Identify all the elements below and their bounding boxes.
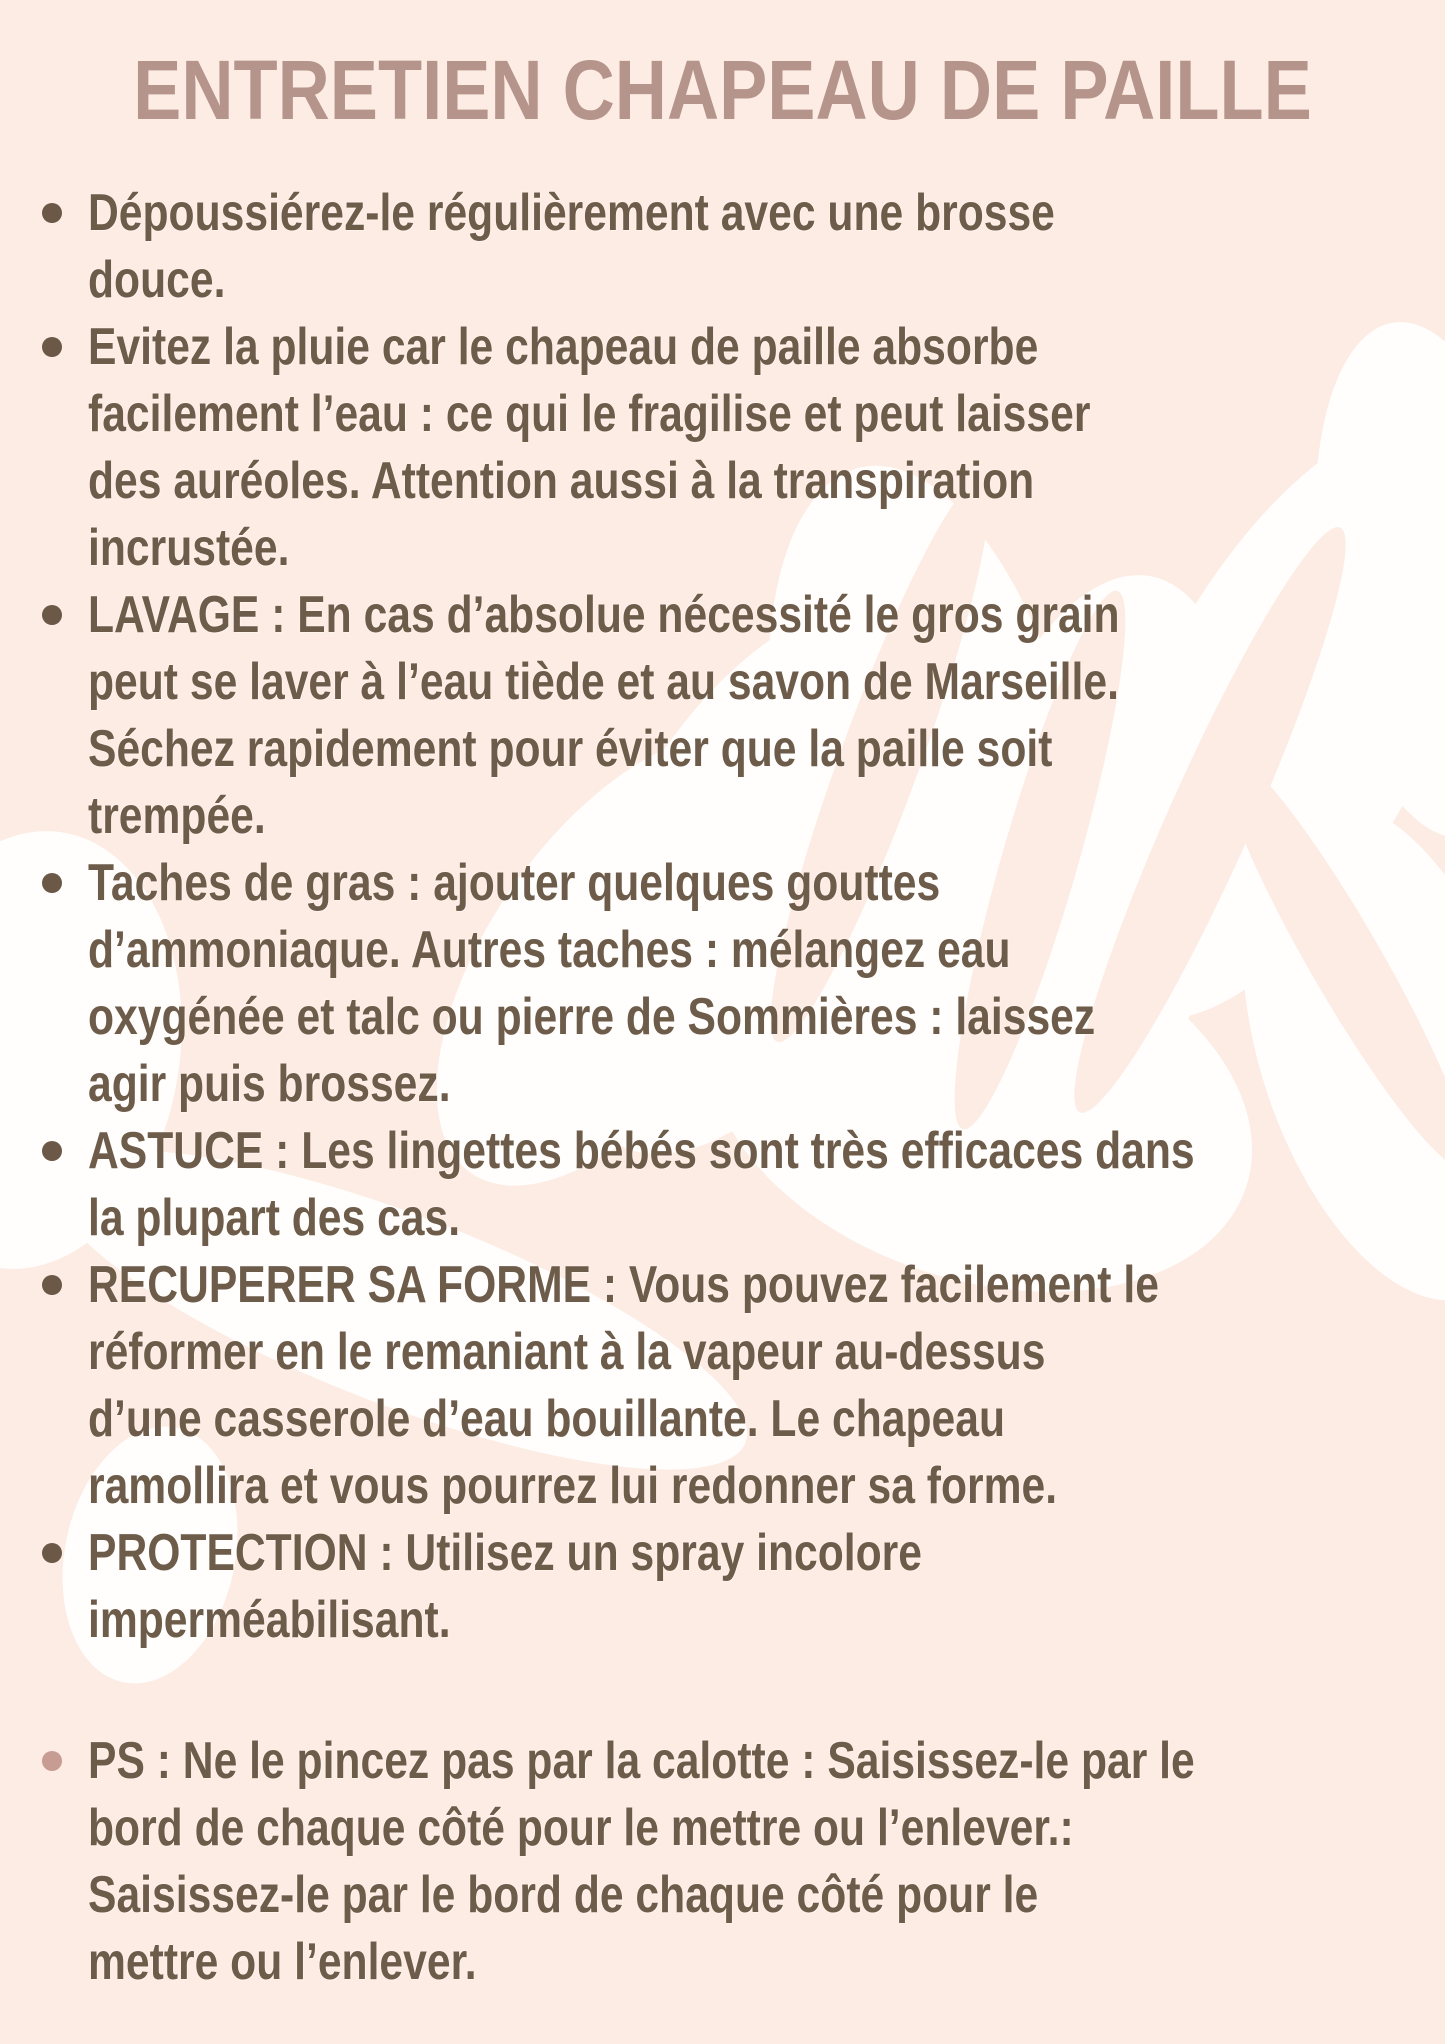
list-item [88, 850, 1435, 1118]
text-line: Saisissez-le par le bord de chaque côté pour le [88, 1866, 1039, 1924]
text-line: Evitez la pluie car le chapeau de paille absorbe [88, 318, 1039, 376]
text-line: oxygénée et talc ou pierre de Sommières : laissez [88, 988, 1096, 1046]
text-line: douce. [88, 251, 226, 309]
text-line: agir puis brossez. [88, 1055, 451, 1113]
text-line: ASTUCE : Les lingettes bébés sont très efficaces dans [88, 1122, 1195, 1180]
text-line: des auréoles. Attention aussi à la transpiration [88, 452, 1035, 510]
text-line: LAVAGE : En cas d’absolue nécessité le gros grain [88, 586, 1120, 644]
text-line: PROTECTION : Utilisez un spray incolore [88, 1524, 922, 1582]
text-line: peut se laver à l’eau tiède et au savon de Marseille. [88, 653, 1119, 711]
text-line: mettre ou l’enlever. [88, 1933, 477, 1991]
list-item [88, 1520, 1435, 1654]
text-line: d’une casserole d’eau bouillante. Le chapeau [88, 1390, 1006, 1448]
care-instructions-list [0, 180, 1445, 1996]
list-item [88, 1252, 1435, 1520]
list-item [88, 180, 1435, 314]
list-item [88, 314, 1435, 582]
text-line: bord de chaque côté pour le mettre ou l’enlever.: [88, 1799, 1074, 1857]
text-line: imperméabilisant. [88, 1591, 451, 1649]
text-line: la plupart des cas. [88, 1189, 461, 1247]
list-item-ps-note [88, 1728, 1435, 1996]
text-line: incrustée. [88, 519, 290, 577]
text-line: ramollira et vous pourrez lui redonner sa forme. [88, 1457, 1058, 1515]
text-line: réformer en le remaniant à la vapeur au-dessus [88, 1323, 1046, 1381]
page-title: ENTRETIEN CHAPEAU DE PAILLE [133, 43, 1312, 137]
text-line: trempée. [88, 787, 266, 845]
text-line: PS : Ne le pincez pas par la calotte : Saisissez-le par le [88, 1732, 1195, 1790]
text-line: Dépoussiérez-le régulièrement avec une brosse [88, 184, 1055, 242]
text-line: RECUPERER SA FORME : Vous pouvez facilement le [88, 1256, 1159, 1314]
list-item [88, 582, 1435, 850]
text-line: d’ammoniaque. Autres taches : mélangez eau [88, 921, 1011, 979]
text-line: facilement l’eau : ce qui le fragilise et peut laisser [88, 385, 1091, 443]
list-item [88, 1118, 1435, 1252]
text-line: Taches de gras : ajouter quelques gouttes [88, 854, 941, 912]
text-line: Séchez rapidement pour éviter que la paille soit [88, 720, 1053, 778]
